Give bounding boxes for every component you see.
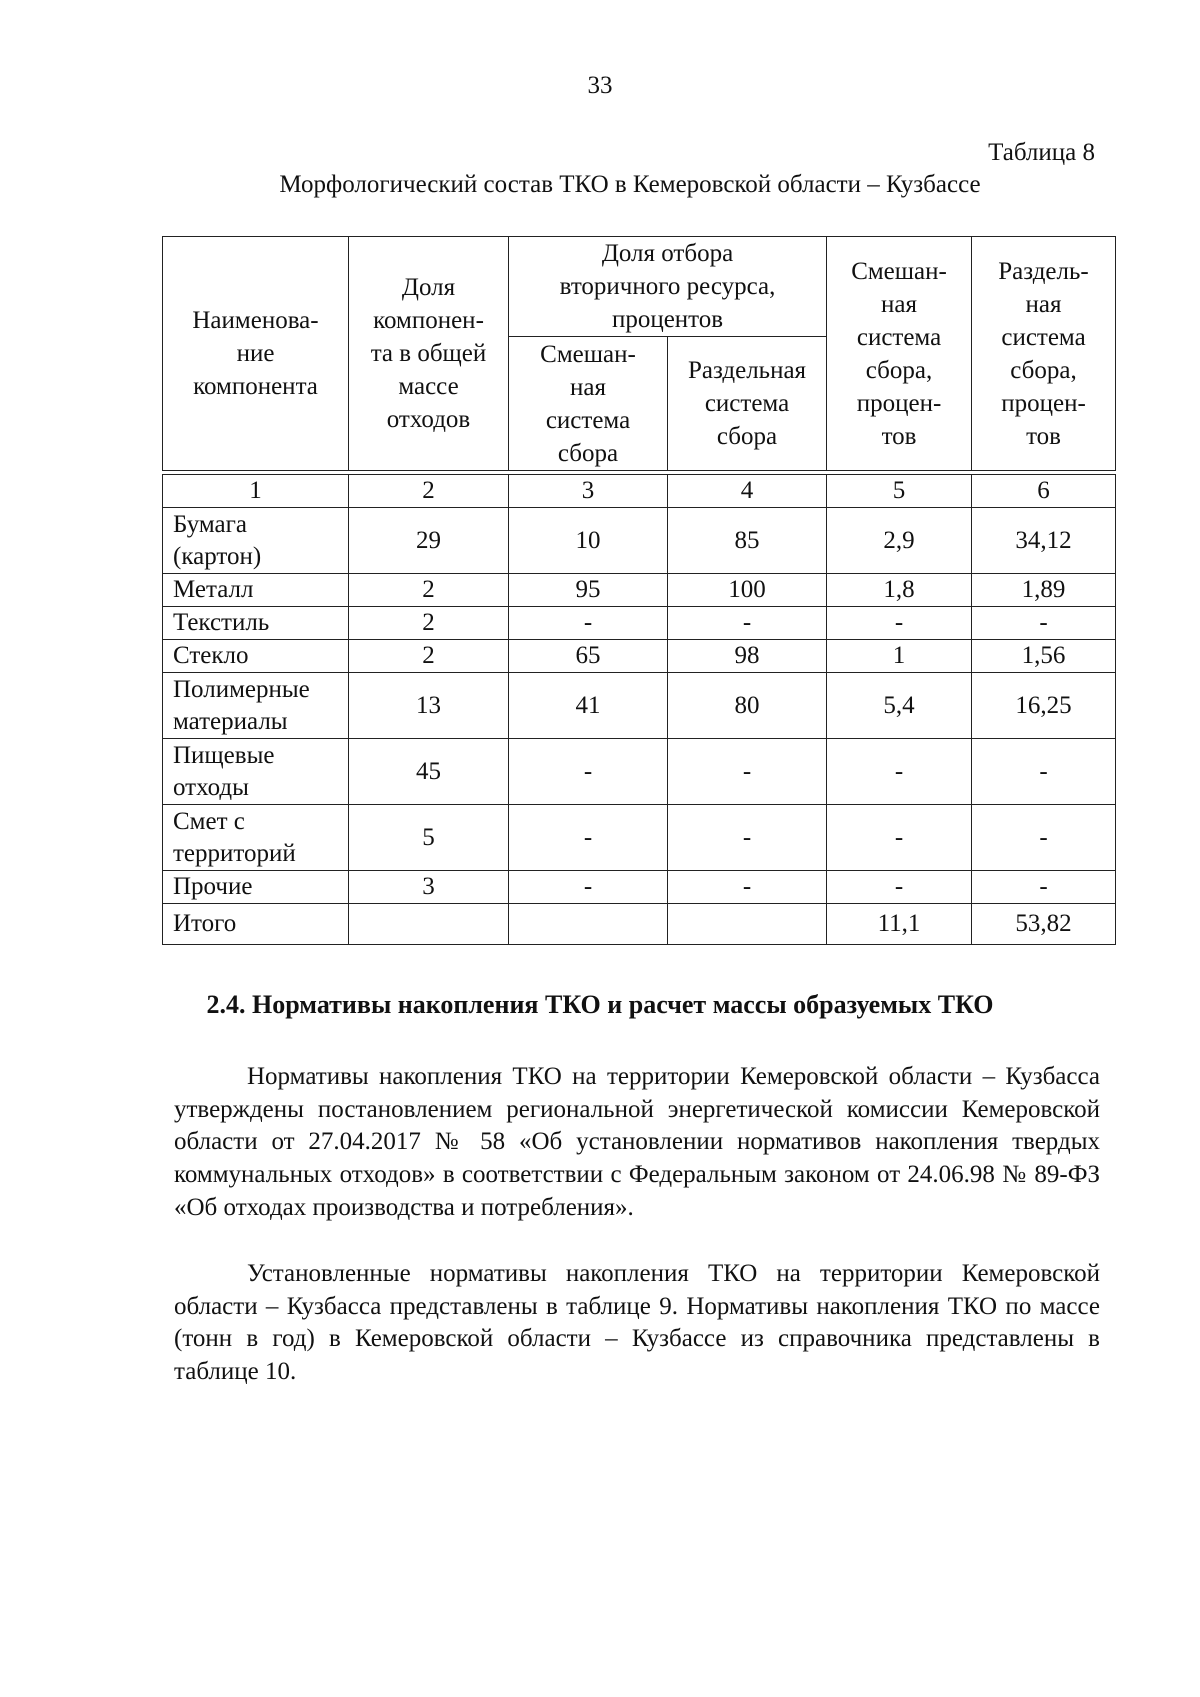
paragraph: Установленные нормативы накопления ТКО на территории Кемеровской области – Кузбасса представлены в таблице 9. Нормативы накопления ТКО по массе (тонн в год) в Кемеровской области – Кузбассе из справочника представлены в таблице 10. bbox=[174, 1260, 1100, 1386]
cell-rec-mixed: 65 bbox=[509, 640, 668, 673]
cell-rec-separate: 100 bbox=[668, 574, 827, 607]
table-row bbox=[163, 508, 1116, 574]
cell-share: 29 bbox=[349, 508, 509, 574]
cell-rec-mixed: - bbox=[509, 805, 668, 871]
cell-separate: 53,82 bbox=[972, 904, 1116, 945]
cell-rec-separate: - bbox=[668, 805, 827, 871]
header-recovery-mixed: Смешан- ная система сбора bbox=[509, 337, 668, 471]
column-number: 4 bbox=[668, 475, 827, 508]
cell-rec-separate: 80 bbox=[668, 673, 827, 739]
header-mixed-system: Смешан- ная система сбора, процен- тов bbox=[827, 237, 972, 471]
column-numbers-row bbox=[163, 475, 1116, 508]
cell-rec-separate: - bbox=[668, 739, 827, 805]
component-name: Стекло bbox=[163, 640, 349, 673]
component-name: Пищевые отходы bbox=[163, 739, 349, 805]
cell-mixed: 11,1 bbox=[827, 904, 972, 945]
component-name: Текстиль bbox=[163, 607, 349, 640]
cell-rec-separate: - bbox=[668, 871, 827, 904]
column-number: 3 bbox=[509, 475, 668, 508]
paragraph: Нормативы накопления ТКО на территории Кемеровской области – Кузбасса утверждены постановлением региональной энергетической комиссии Кемеровской области от 27.04.2017 № 58 «Об установлении нормативов накопления твердых коммунальных отходов» в соответствии с Федеральным законом от 24.06.98 № 89-ФЗ «Об отходах производства и потребления». bbox=[174, 1063, 1100, 1221]
cell-mixed: 1,8 bbox=[827, 574, 972, 607]
table-row bbox=[163, 871, 1116, 904]
cell-share: 5 bbox=[349, 805, 509, 871]
cell-rec-separate: 98 bbox=[668, 640, 827, 673]
table-header bbox=[162, 236, 1116, 471]
header-name: Наименова- ние компонента bbox=[163, 237, 349, 471]
cell-mixed: 1 bbox=[827, 640, 972, 673]
cell-rec-mixed: 41 bbox=[509, 673, 668, 739]
cell-share: 2 bbox=[349, 574, 509, 607]
section-heading: 2.4. Нормативы накопления ТКО и расчет массы образуемых ТКО bbox=[206, 990, 994, 1019]
cell-rec-mixed bbox=[509, 904, 668, 945]
cell-separate: 16,25 bbox=[972, 673, 1116, 739]
cell-share: 3 bbox=[349, 871, 509, 904]
cell-share bbox=[349, 904, 509, 945]
component-name: Смет с территорий bbox=[163, 805, 349, 871]
cell-share: 45 bbox=[349, 739, 509, 805]
table-row bbox=[163, 739, 1116, 805]
table-row bbox=[163, 673, 1116, 739]
cell-rec-separate bbox=[668, 904, 827, 945]
component-name: Полимерные материалы bbox=[163, 673, 349, 739]
column-number: 2 bbox=[349, 475, 509, 508]
cell-separate: - bbox=[972, 805, 1116, 871]
table-caption: Морфологический состав ТКО в Кемеровской области – Кузбассе bbox=[279, 171, 981, 198]
column-number: 6 bbox=[972, 475, 1116, 508]
cell-separate: - bbox=[972, 607, 1116, 640]
header-separate-system: Раздель- ная система сбора, процен- тов bbox=[972, 237, 1116, 471]
cell-mixed: - bbox=[827, 739, 972, 805]
cell-rec-mixed: 10 bbox=[509, 508, 668, 574]
component-name: Итого bbox=[163, 904, 349, 945]
cell-mixed: 5,4 bbox=[827, 673, 972, 739]
table-row bbox=[163, 904, 1116, 945]
cell-separate: 1,56 bbox=[972, 640, 1116, 673]
cell-mixed: - bbox=[827, 871, 972, 904]
cell-separate: 34,12 bbox=[972, 508, 1116, 574]
table-row bbox=[163, 607, 1116, 640]
table-row bbox=[163, 805, 1116, 871]
cell-separate: 1,89 bbox=[972, 574, 1116, 607]
cell-rec-mixed: 95 bbox=[509, 574, 668, 607]
component-name: Прочие bbox=[163, 871, 349, 904]
header-share: Доля компонен- та в общей массе отходов bbox=[349, 237, 509, 471]
component-name: Металл bbox=[163, 574, 349, 607]
cell-rec-separate: 85 bbox=[668, 508, 827, 574]
cell-mixed: 2,9 bbox=[827, 508, 972, 574]
cell-share: 2 bbox=[349, 607, 509, 640]
page-number: 33 bbox=[587, 72, 613, 99]
column-number: 1 bbox=[163, 475, 349, 508]
table-row bbox=[163, 574, 1116, 607]
cell-separate: - bbox=[972, 739, 1116, 805]
cell-share: 13 bbox=[349, 673, 509, 739]
table-number: Таблица 8 bbox=[988, 139, 1095, 166]
cell-rec-mixed: - bbox=[509, 607, 668, 640]
data-table bbox=[162, 474, 1116, 945]
column-number: 5 bbox=[827, 475, 972, 508]
cell-rec-separate: - bbox=[668, 607, 827, 640]
component-name: Бумага (картон) bbox=[163, 508, 349, 574]
cell-share: 2 bbox=[349, 640, 509, 673]
cell-separate: - bbox=[972, 871, 1116, 904]
header-recovery-group: Доля отбора вторичного ресурса, процентов bbox=[509, 237, 827, 337]
cell-mixed: - bbox=[827, 607, 972, 640]
cell-rec-mixed: - bbox=[509, 871, 668, 904]
cell-mixed: - bbox=[827, 805, 972, 871]
table-row bbox=[163, 640, 1116, 673]
cell-rec-mixed: - bbox=[509, 739, 668, 805]
header-recovery-separate: Раздельная система сбора bbox=[668, 337, 827, 471]
